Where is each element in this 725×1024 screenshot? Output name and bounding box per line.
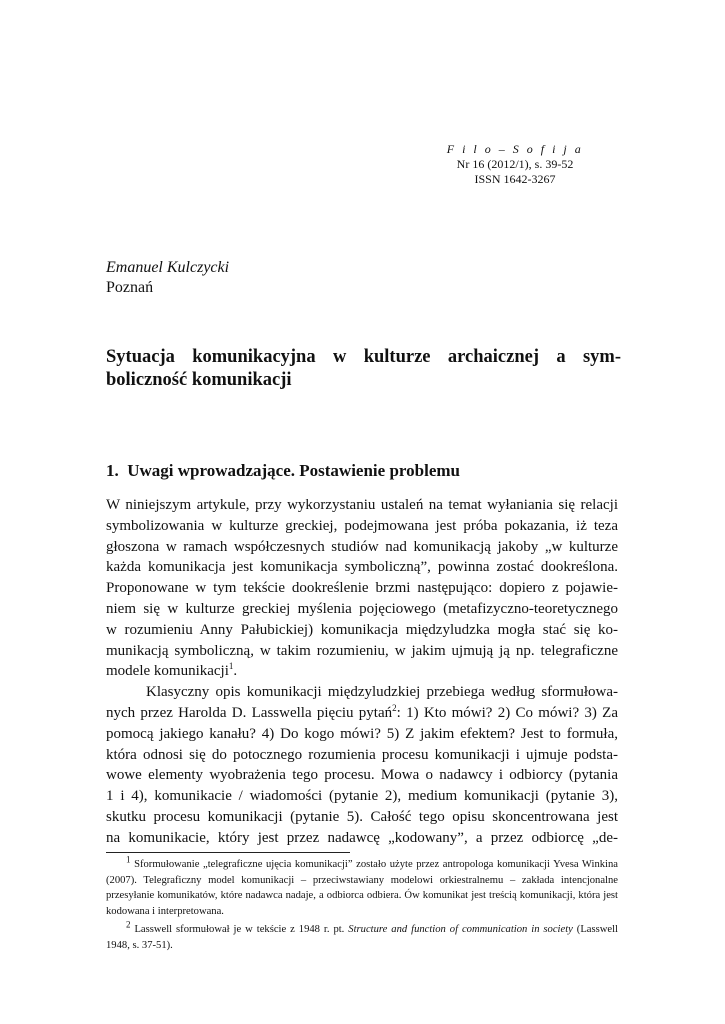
text-line: Proponowane w tym tekście dookreślenie brzmi następująco: dopiero z pojawie- [106, 580, 618, 597]
journal-issue: Nr 16 (2012/1), s. 39-52 [456, 157, 574, 171]
text-line: na komunikacie, który jest przez nadawcę „kodowany”, a przez odbiorcę „de- [106, 829, 618, 846]
footnote-text: Lasswell sformułował je w tekście z 1948 r. pt. [134, 924, 349, 936]
section-number: 1. [106, 461, 119, 480]
footnote-ref-1[interactable]: 1 [228, 661, 234, 672]
author-name: Emanuel Kulczycki [106, 259, 230, 276]
body-text [106, 495, 618, 849]
text-line: wowe elementy wyobrażenia tego procesu. Mowa o nadawcy i odbiorcy (pytania [106, 767, 618, 784]
footnote-2 [106, 919, 618, 953]
section-title: Uwagi wprowadzające. Postawienie problemu [127, 461, 460, 480]
cited-work-title: Structure and function of communication in society [348, 924, 573, 936]
article-title [106, 346, 621, 392]
journal-name: F i l o – S o f i j a [446, 142, 584, 156]
footnotes [106, 854, 618, 957]
text-line: Klasyczny opis komunikacji międzyludzkiej przebiega według sformułowa- [146, 684, 618, 701]
footnote-text: (Lasswell 1948, s. 37-51). [106, 924, 618, 951]
footnote-text: Sformułowanie „telegraficzne ujęcia komunikacji” zostało użyte przez antropologa komunikacji Yvesa Winkina (2007). Telegraficzny model komunikacji – przeciwstawiany modelowi orkiestralnemu – zakłada intencjonalne przesyłanie komunikatów, które nadawca nadaje, a odbiorca odbiera. Ów komunikat jest treścią komunikacji, która jest kodowana i interpretowana. [106, 859, 618, 917]
article-title-line: boliczność komunikacji [106, 370, 292, 390]
footnote-ref-2[interactable]: 2 [392, 702, 397, 713]
text-segment: modele komunikacji [106, 663, 229, 680]
text-line: pomocą jakiego kanału? 4) Do kogo mówi? 5) Z jakim efektem? Jest to formuła, [106, 725, 618, 742]
article-title-line: Sytuacja komunikacyjna w kulturze archaicznej a sym- [106, 347, 621, 367]
text-segment: : 1) Kto mówi? 2) Co mówi? 3) Za [396, 704, 618, 721]
text-segment: . [233, 663, 238, 680]
text-line: każda komunikacja jest komunikacja symboliczną”, powinna zostać dookreślona. [106, 559, 618, 576]
footnote-divider [106, 852, 350, 853]
author-affiliation: Poznań [106, 279, 154, 296]
text-line: W niniejszym artykule, przy wykorzystaniu ustaleń na temat wyłaniania się relacji [106, 497, 618, 513]
text-line: która odnosi się do potocznego rozumienia procesu komunikacji i ujmuje podsta- [106, 746, 618, 763]
journal-issn: ISSN 1642-3267 [474, 172, 556, 186]
footnote-mark: 2 [126, 919, 131, 930]
text-segment: nych przez Harolda D. Lasswella pięciu pytań [106, 704, 393, 721]
text-line: głoszona w ramach współczesnych studiów nad komunikacją jakoby „w kulturze [106, 538, 618, 555]
text-line: munikacją symboliczną, w takim rozumieniu, w jakim ujmują ją np. telegraficzne [106, 642, 618, 659]
text-line: niem się w kulturze greckiej myślenia pojęciowego (metafizyczno-teoretycznego [106, 600, 618, 617]
text-line: symbolizowania w kulturze greckiej, podejmowana jest próba pokazania, iż teza [106, 517, 618, 534]
text-line [106, 661, 618, 682]
journal-info [415, 142, 615, 187]
text-line [106, 703, 618, 724]
footnote-mark: 1 [126, 854, 131, 865]
text-line: w rozumieniu Anny Pałubickiej) komunikacja międzyludzka mogła stać się ko- [106, 621, 618, 638]
text-line: 1 i 4), komunikacie / wiadomości (pytanie 2), medium komunikacji (pytanie 3), [106, 788, 618, 805]
text-line: skutku procesu komunikacji (pytanie 5). Całość tego opisu skoncentrowana jest [106, 808, 618, 825]
paragraph-1 [106, 495, 618, 682]
footnote-1 [106, 854, 618, 919]
author-block [106, 258, 229, 298]
section-heading [106, 461, 460, 481]
paragraph-2 [106, 682, 618, 848]
